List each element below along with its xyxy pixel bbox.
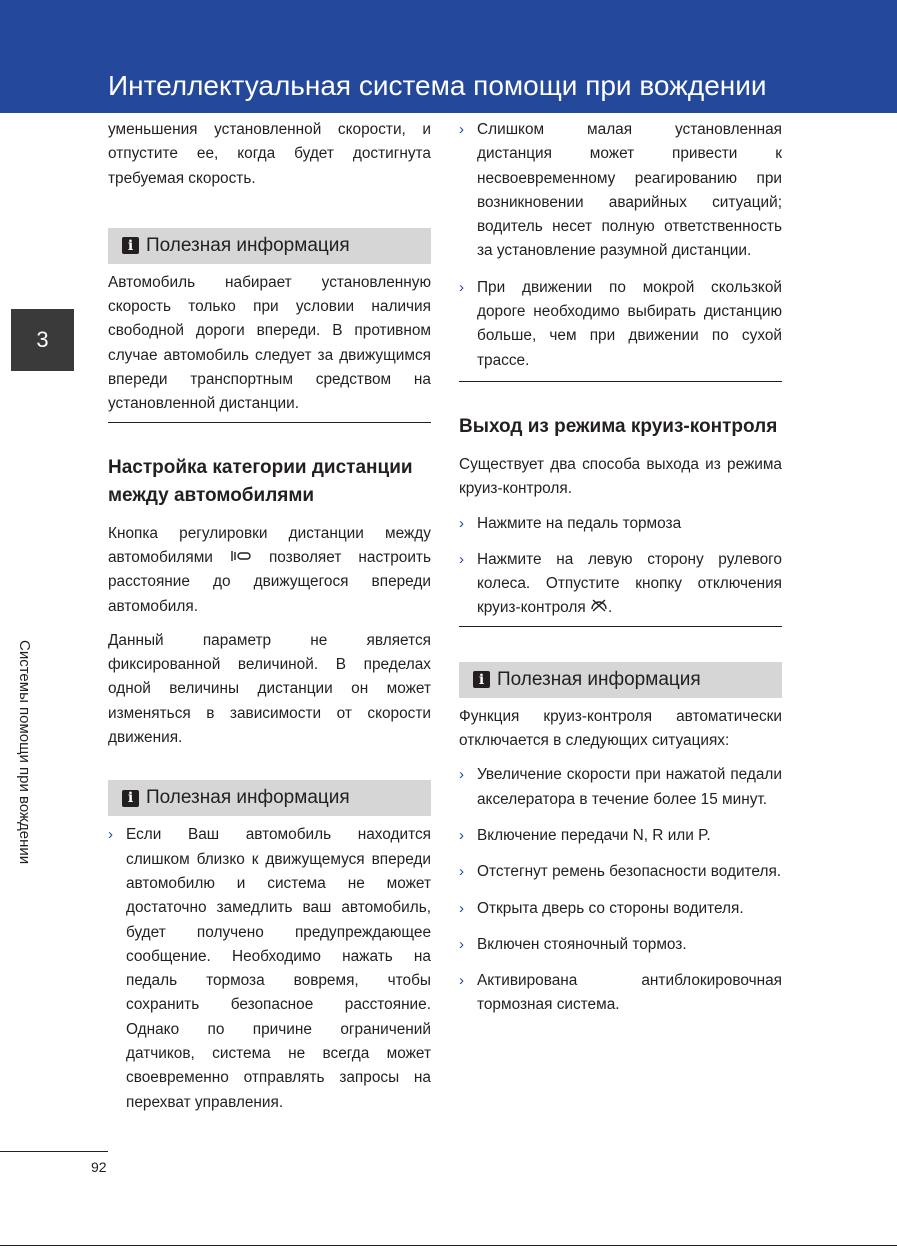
- list-item-text: Слишком малая установленная дистанция может привести к несвоевременному реагированию при возникновении аварийных ситуаций; водитель несет полную ответственность за установление разумной дистанции.: [477, 121, 782, 260]
- right-column: [459, 118, 782, 1018]
- chevron-right-icon: ›: [459, 766, 464, 784]
- list-item-text: Включение передачи N, R или P.: [477, 826, 711, 844]
- info-text: Автомобиль набирает установленную скорость только при условии наличия свободной дороги впереди. В противном случае автомобиль следует за движущимся впереди транспортным средством на установленной дистанции.: [108, 273, 431, 413]
- list-item-text: Открыта дверь со стороны водителя.: [477, 899, 744, 917]
- bottom-divider: [0, 1245, 897, 1246]
- chevron-right-icon: ›: [108, 826, 113, 844]
- paragraph-distance-button: [108, 522, 431, 619]
- info-box-title: Полезная информация: [146, 234, 350, 256]
- chevron-right-icon: ›: [459, 826, 464, 844]
- list-item-text: Нажмите на педаль тормоза: [477, 514, 682, 532]
- info-text: Функция круиз-контроля автоматически отключается в следующих ситуациях:: [459, 707, 782, 750]
- chevron-right-icon: ›: [459, 278, 464, 296]
- paragraph-part: позволяет настроить расстояние до движущегося впереди автомобиля.: [108, 548, 431, 615]
- info-box-title: Полезная информация: [497, 668, 701, 690]
- list-item: [459, 118, 782, 264]
- page-header: [0, 0, 897, 113]
- list-item: [459, 969, 782, 1018]
- info-icon: i: [122, 790, 139, 807]
- divider: [459, 626, 782, 627]
- distance-button-icon: [230, 546, 252, 570]
- list-item-text: Нажмите на левую сторону рулевого колеса. Отпустите кнопку отключения круиз-контроля: [477, 550, 782, 617]
- chapter-side-title: Системы помощи при вождении: [16, 640, 34, 865]
- chapter-number-tab: 3: [11, 309, 74, 371]
- chevron-right-icon: ›: [459, 899, 464, 917]
- list-item: [459, 860, 782, 884]
- list-item: [108, 823, 431, 1115]
- exit-bullet-list: [459, 512, 782, 621]
- header-title: Интеллектуальная система помощи при вождении: [108, 70, 767, 101]
- bullet-list: [459, 118, 782, 373]
- paragraph-exit: Существует два способа выхода из режима круиз-контроля.: [459, 455, 782, 498]
- info-box-header: [108, 228, 431, 264]
- info-box-header: [459, 662, 782, 698]
- info-box-title: Полезная информация: [146, 787, 350, 809]
- page-number: 92: [91, 1159, 107, 1175]
- list-item-text: Активирована антиблокировочная тормозная система.: [477, 972, 782, 1014]
- info-icon: i: [473, 671, 490, 688]
- chevron-right-icon: ›: [459, 935, 464, 953]
- chevron-right-icon: ›: [459, 550, 464, 568]
- list-item: [459, 512, 782, 536]
- list-item-text: Отстегнут ремень безопасности водителя.: [477, 863, 782, 881]
- chevron-right-icon: ›: [459, 863, 464, 881]
- list-item: [459, 933, 782, 957]
- list-item-text: При движении по мокрой скользкой дороге необходимо выбирать дистанцию больше, чем при движении по сухой трассе.: [477, 278, 782, 369]
- paragraph-parameter: Данный параметр не является фиксированной величиной. В пределах одной величины дистанции он может изменяться в зависимости от скорости движения.: [108, 631, 431, 747]
- footer-divider: [0, 1151, 108, 1152]
- cruise-off-icon: [590, 596, 608, 620]
- paragraph-part: Кнопка регулировки дистанции между автомобилями: [108, 524, 431, 566]
- list-item-text: Если Ваш автомобиль находится слишком близко к движущемуся впереди автомобилю и система не может достаточно замедлить ваш автомобиль, будет получено предупреждающее сообщение. Необходимо нажать на педаль тормоза вовремя, чтобы сохранить безопасное расстояние. Однако по причине ограничений датчиков, система не всегда может своевременно отправлять запросы на перехват управления.: [126, 826, 431, 1111]
- list-item-text: Увеличение скорости при нажатой педали акселератора в течение более 15 минут.: [477, 766, 782, 808]
- info-bullet-list: [108, 823, 431, 1115]
- chevron-right-icon: ›: [459, 972, 464, 990]
- list-item-text-end: .: [608, 599, 613, 617]
- chevron-right-icon: ›: [459, 514, 464, 532]
- divider: [108, 422, 431, 423]
- info-box-header: [108, 780, 431, 816]
- left-column: [108, 118, 431, 1115]
- list-item: [459, 824, 782, 848]
- paragraph-continuation: уменьшения установленной скорости, и отпустите ее, когда будет достигнута требуемая скорость.: [108, 121, 431, 187]
- info-icon: i: [122, 237, 139, 254]
- list-item: [459, 763, 782, 812]
- divider: [459, 381, 782, 382]
- list-item: [459, 548, 782, 621]
- list-item: [459, 897, 782, 921]
- section-heading: Настройка категории дистанции между автомобилями: [108, 456, 413, 506]
- section-heading: Выход из режима круиз-контроля: [459, 415, 778, 437]
- info-bullet-list: [459, 763, 782, 1017]
- list-item: [459, 276, 782, 373]
- list-item-text: Включен стояночный тормоз.: [477, 935, 687, 953]
- chevron-right-icon: ›: [459, 121, 464, 138]
